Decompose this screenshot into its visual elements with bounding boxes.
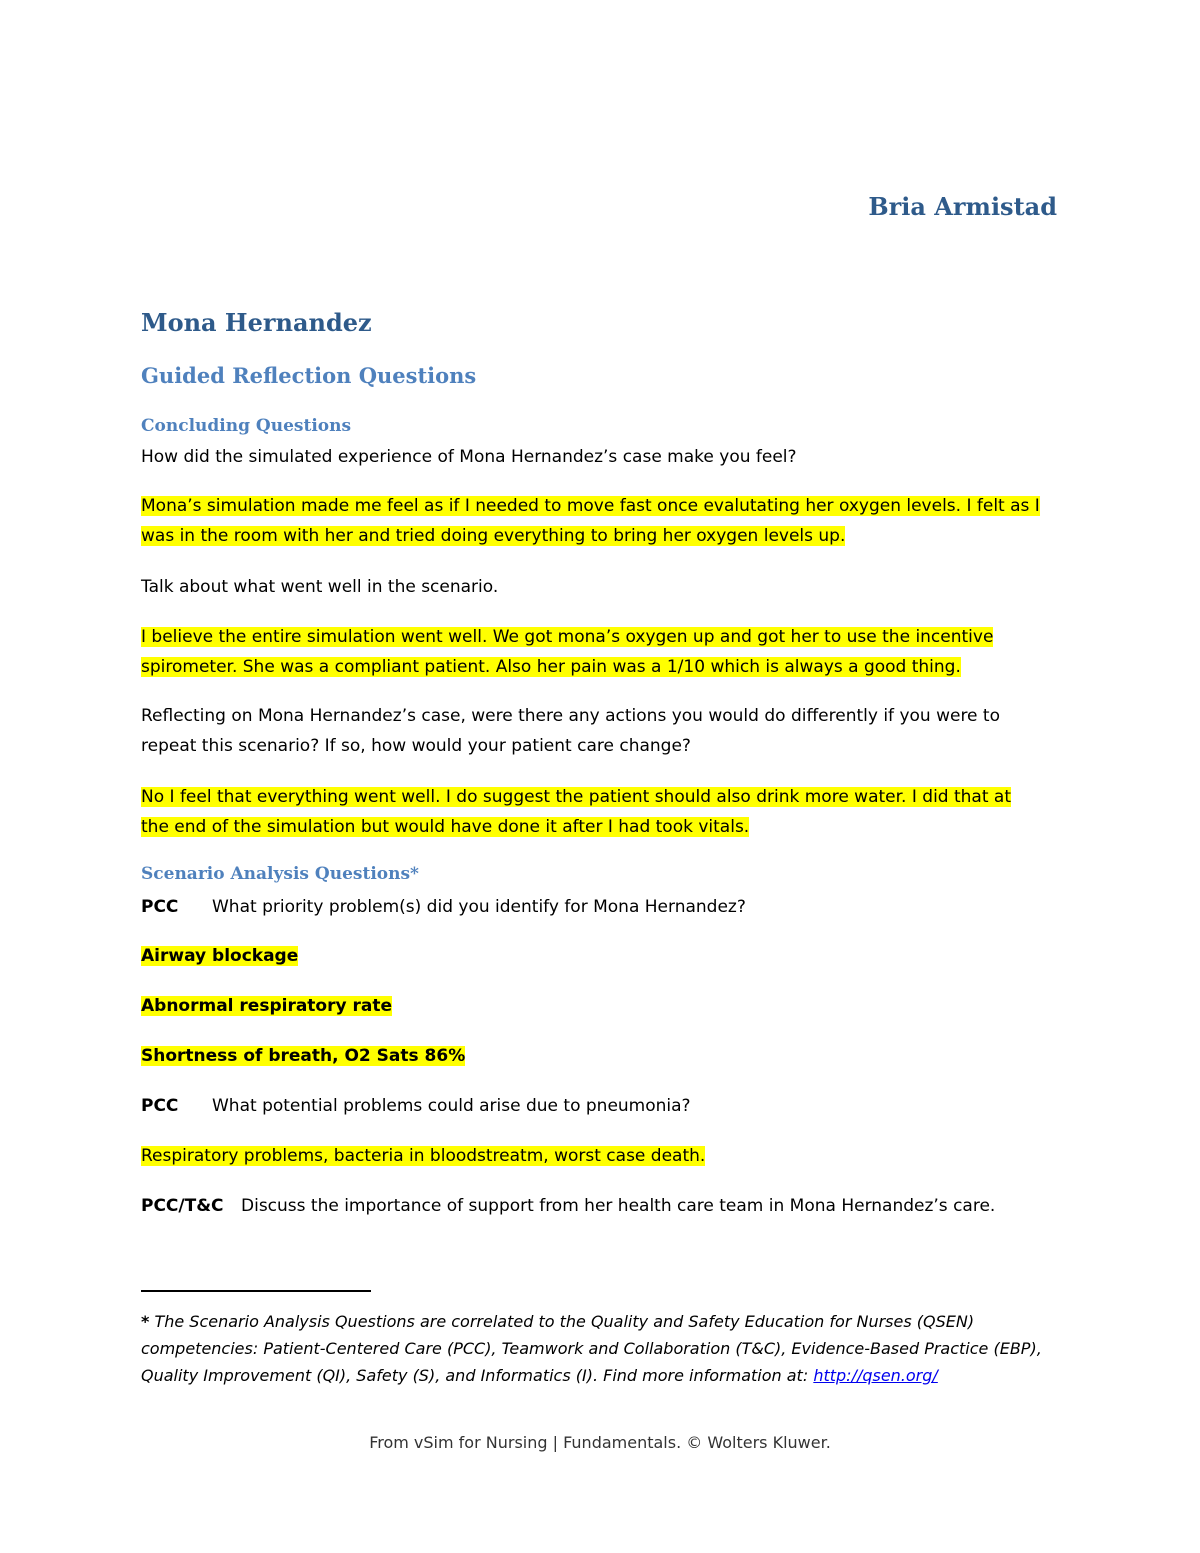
competency-tag: PCC	[141, 1096, 179, 1116]
scenario-question-1	[141, 892, 746, 922]
concluding-question-2: Talk about what went well in the scenario.	[141, 577, 499, 597]
footnote-text: The Scenario Analysis Questions are correlated to the Quality and Safety Education for Nurses (QSEN) competencies: Patient-Centered Care (PCC), Teamwork and Collaboration (T&C), Evidence-Based Practice (EBP), Quality Improvement (QI), Safety (S), and Informatics (I). Find more information at:	[141, 1312, 1042, 1385]
question-text: What priority problem(s) did you identify for Mona Hernandez?	[212, 897, 746, 917]
concluding-answer-1	[141, 491, 1040, 551]
footnote	[141, 1308, 1061, 1389]
qsen-link[interactable]: http://qsen.org/	[813, 1366, 938, 1385]
section-title: Guided Reflection Questions	[141, 363, 477, 388]
question-text: What potential problems could arise due to pneumonia?	[212, 1096, 691, 1116]
concluding-answer-3	[141, 782, 1011, 842]
answer-line: Respiratory problems, bacteria in bloodstreatm, worst case death.	[141, 1146, 706, 1166]
scenario-answer-2	[141, 1141, 705, 1171]
footnote-marker: *	[141, 1312, 150, 1331]
question-line: Reflecting on Mona Hernandez’s case, were there any actions you would do differently if you were to	[141, 706, 1000, 726]
answer-line: Mona’s simulation made me feel as if I needed to move fast once evalutating her oxygen levels. I felt as I	[141, 496, 1040, 516]
answer-line: the end of the simulation but would have done it after I had took vitals.	[141, 817, 750, 837]
priority-problem-item	[141, 991, 392, 1021]
priority-problem-item	[141, 941, 298, 971]
footnote-divider	[141, 1290, 371, 1292]
question-text: Discuss the importance of support from her health care team in Mona Hernandez’s care.	[241, 1196, 996, 1216]
concluding-question-1: How did the simulated experience of Mona Hernandez’s case make you feel?	[141, 447, 797, 467]
scenario-question-2	[141, 1091, 691, 1121]
scenario-heading: Scenario Analysis Questions*	[141, 864, 419, 884]
patient-name-heading: Mona Hernandez	[141, 308, 372, 337]
answer-line: I believe the entire simulation went well. We got mona’s oxygen up and got her to use the incentive	[141, 627, 994, 647]
concluding-heading: Concluding Questions	[141, 416, 352, 436]
priority-problem-item	[141, 1041, 465, 1071]
competency-tag: PCC/T&C	[141, 1196, 224, 1216]
answer-line: spirometer. She was a compliant patient. Also her pain was a 1/10 which is always a good thing.	[141, 657, 961, 677]
question-line: repeat this scenario? If so, how would your patient care change?	[141, 736, 691, 756]
answer-item: Abnormal respiratory rate	[141, 996, 393, 1016]
answer-line: was in the room with her and tried doing everything to bring her oxygen levels up.	[141, 526, 846, 546]
answer-item: Airway blockage	[141, 946, 299, 966]
answer-line: No I feel that everything went well. I do suggest the patient should also drink more water. I did that at	[141, 787, 1012, 807]
page-footer: From vSim for Nursing | Fundamentals. © Wolters Kluwer.	[369, 1433, 831, 1452]
concluding-answer-2	[141, 622, 993, 682]
author-name: Bria Armistad	[868, 192, 1057, 221]
scenario-question-3	[141, 1191, 995, 1221]
competency-tag: PCC	[141, 897, 179, 917]
concluding-question-3	[141, 701, 1000, 761]
answer-item: Shortness of breath, O2 Sats 86%	[141, 1046, 466, 1066]
